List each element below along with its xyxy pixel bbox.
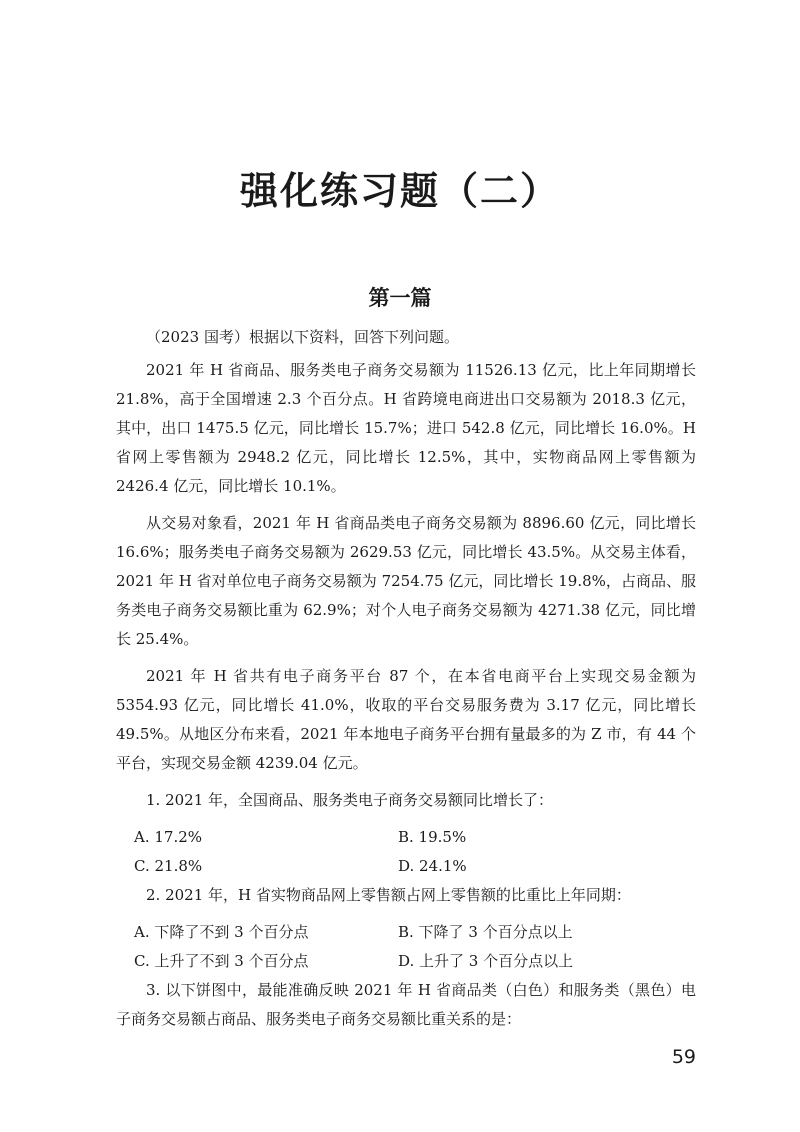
option-b: B. 下降了 3 个百分点以上	[398, 923, 573, 941]
question-2-options	[134, 918, 696, 976]
option-c: C. 21.8%	[134, 857, 203, 875]
page-number: 59	[671, 1046, 696, 1068]
option-b: B. 19.5%	[398, 828, 467, 846]
question-1-stem: 1. 2021 年，全国商品、服务类电子商务交易额同比增长了：	[146, 791, 554, 809]
question-2-stem: 2. 2021 年，H 省实物商品网上零售额占网上零售额的比重比上年同期：	[146, 886, 631, 904]
intro-line: （2023 国考）根据以下资料，回答下列问题。	[146, 328, 459, 346]
body-text	[116, 323, 696, 1042]
question-1-options	[134, 823, 696, 881]
page-title: 强化练习题（二）	[239, 169, 560, 213]
paragraph-2: 从交易对象看，2021 年 H 省商品类电子商务交易额为 8896.60 亿元，同比增长 16.6%；服务类电子商务交易额为 2629.53 亿元，同比增长 43.5%。从交易主体看，2021 年 H 省对单位电子商务交易额为 7254.75 亿元，同比增长 19.8%，占商品、服务类电子商务交易额比重为 62.9%；对个人电子商务交易额为 4271.38 亿元，同比增长 25.4%。	[116, 514, 696, 648]
question-3-stem: 3. 以下饼图中，最能准确反映 2021 年 H 省商品类（白色）和服务类（黑色）电子商务交易额占商品、服务类电子商务交易额比重关系的是：	[116, 981, 696, 1028]
option-d: D. 上升了 3 个百分点以上	[398, 952, 574, 970]
option-d: D. 24.1%	[398, 857, 467, 875]
option-c: C. 上升了不到 3 个百分点	[134, 952, 309, 970]
option-a: A. 17.2%	[134, 828, 203, 846]
option-a: A. 下降了不到 3 个百分点	[134, 923, 309, 941]
section-title: 第一篇	[368, 286, 432, 310]
paragraph-1: 2021 年 H 省商品、服务类电子商务交易额为 11526.13 亿元，比上年同期增长 21.8%，高于全国增速 2.3 个百分点。H 省跨境电商进出口交易额为 2018.3 亿元，其中，出口 1475.5 亿元，同比增长 15.7%；进口 542.8 亿元，同比增长 16.0%。H 省网上零售额为 2948.2 亿元，同比增长 12.5%，其中，实物商品网上零售额为 2426.4 亿元，同比增长 10.1%。	[116, 361, 696, 495]
paragraph-3: 2021 年 H 省共有电子商务平台 87 个，在本省电商平台上实现交易金额为 5354.93 亿元，同比增长 41.0%，收取的平台交易服务费为 3.17 亿元，同比增长 49.5%。从地区分布来看，2021 年本地电子商务平台拥有量最多的为 Z 市，有 44 个平台，实现交易金额 4239.04 亿元。	[116, 667, 696, 772]
